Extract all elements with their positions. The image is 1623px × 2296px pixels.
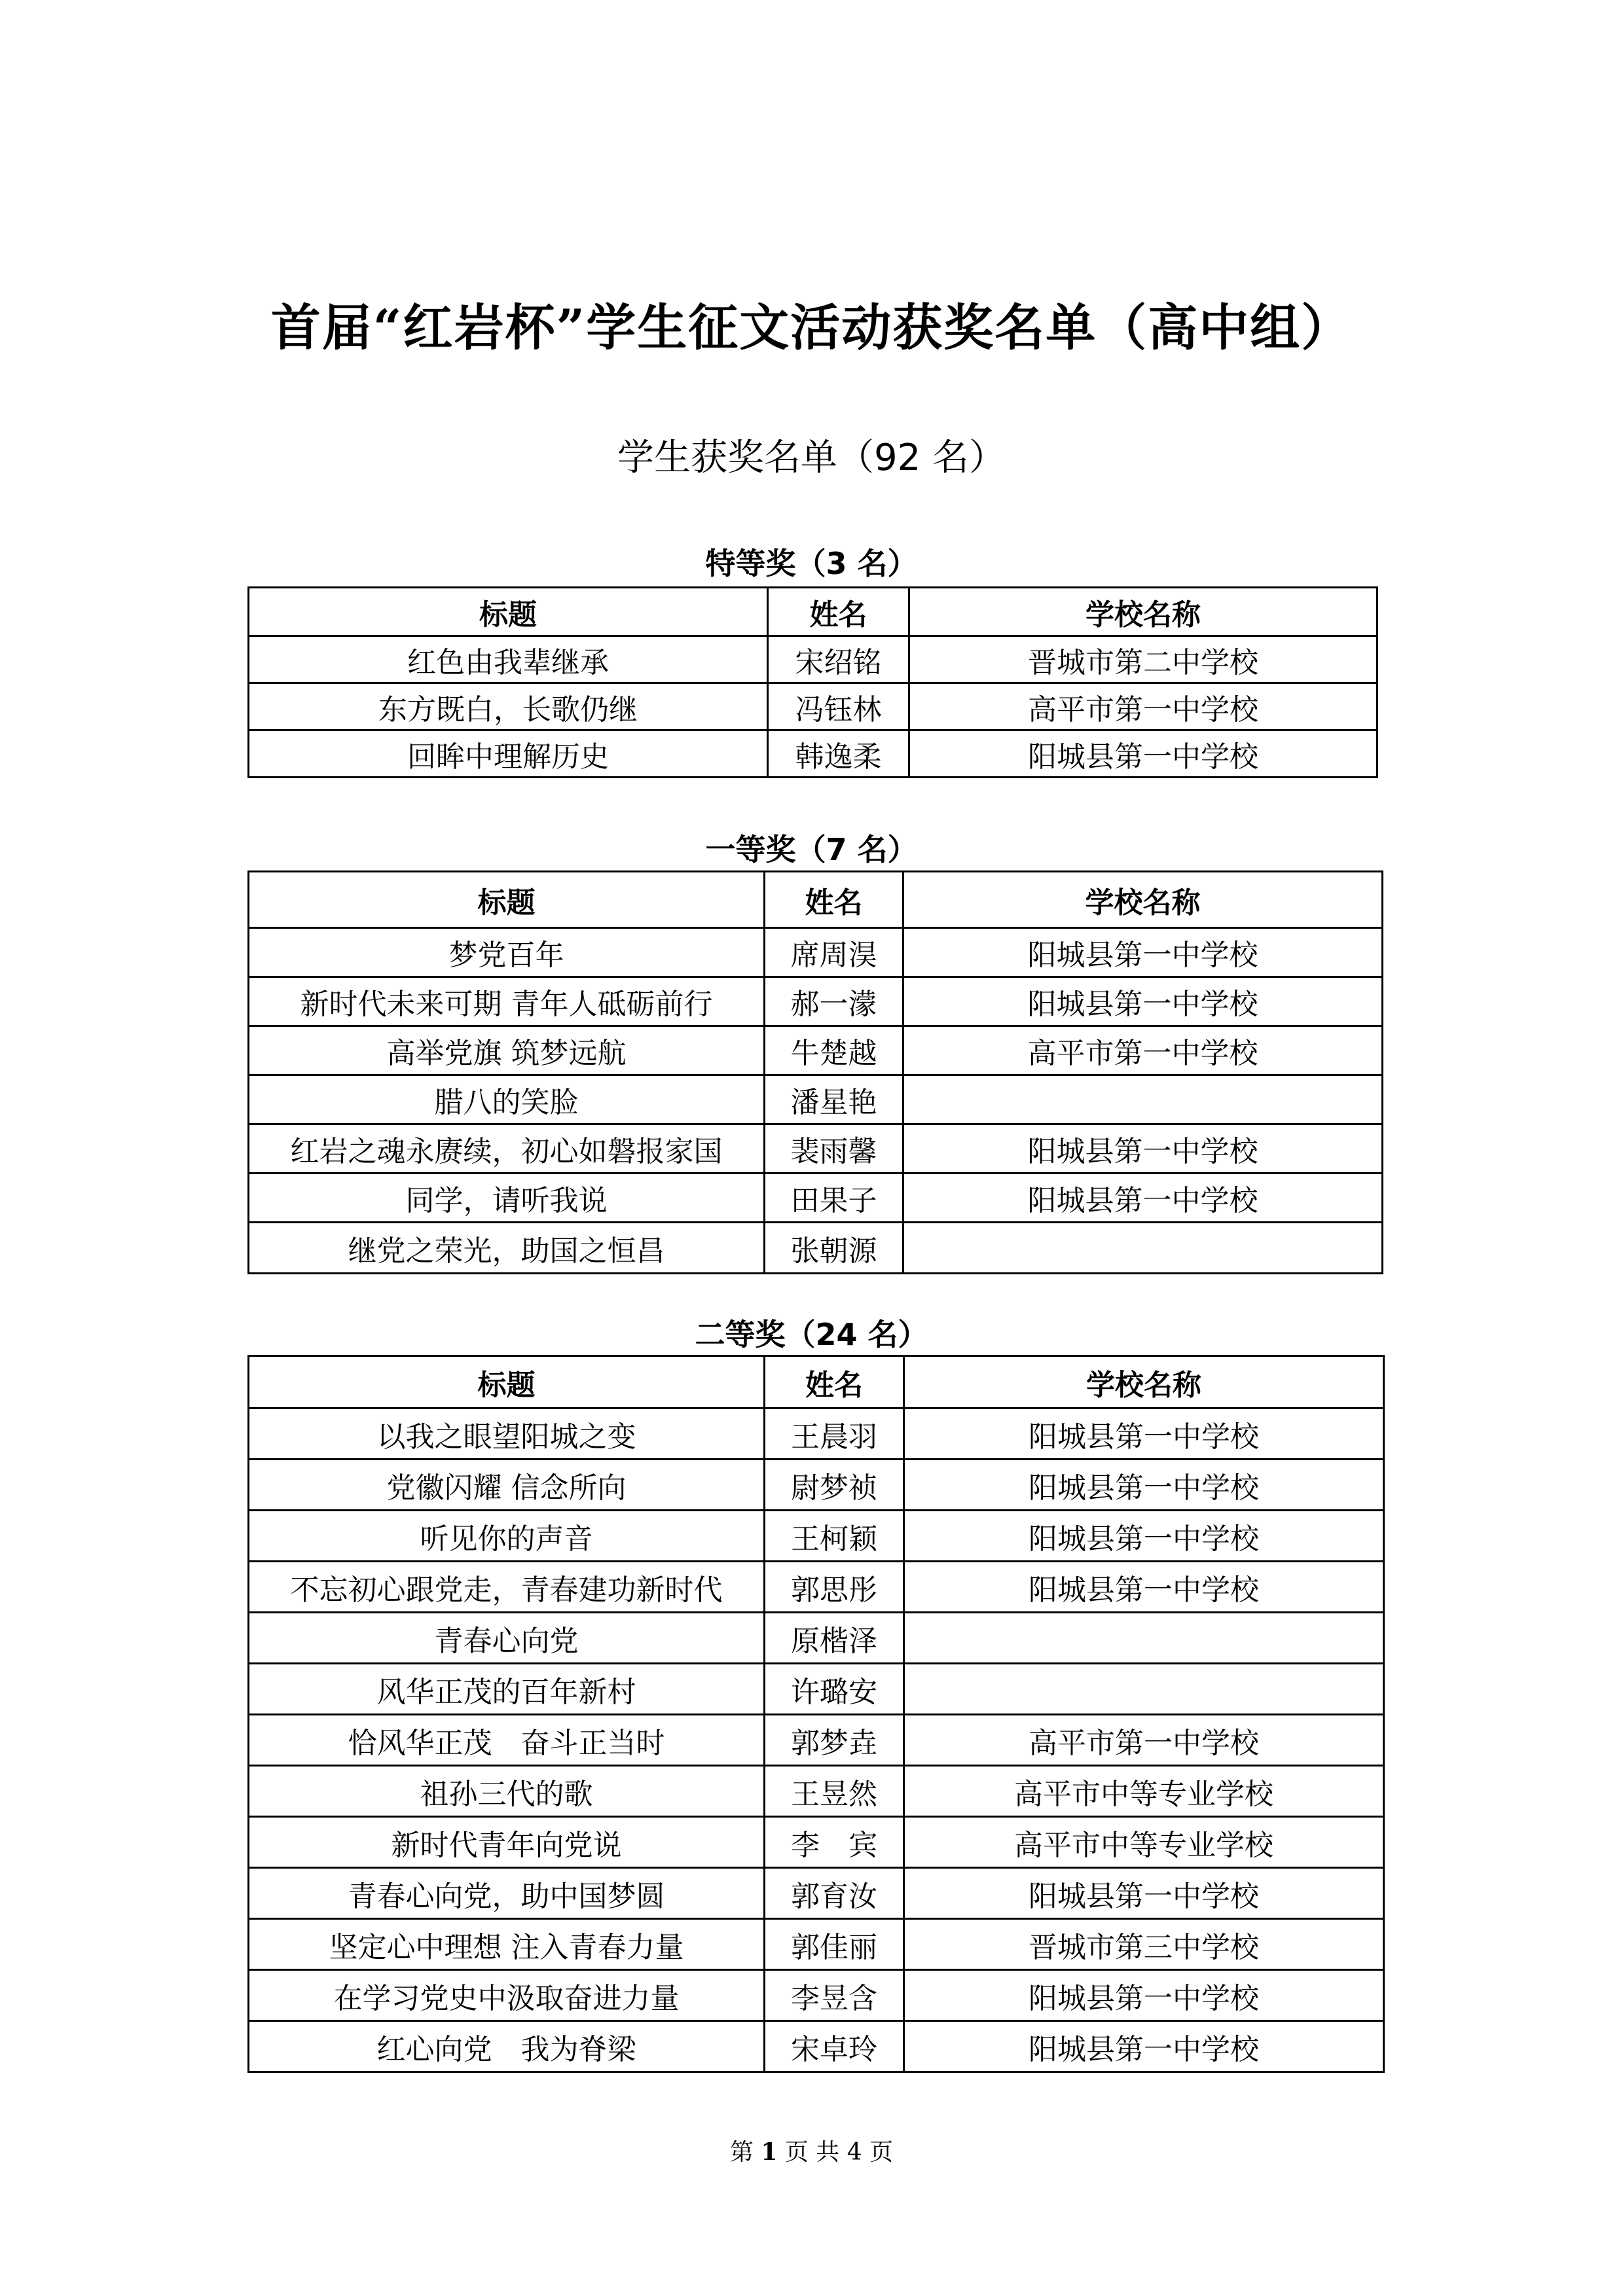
cell-school: 高平市第一中学校 [909,683,1377,730]
cell-name: 李 宾 [765,1817,904,1868]
header-name: 姓名 [768,588,909,636]
cell-title: 风华正茂的百年新村 [249,1664,765,1715]
cell-school: 阳城县第一中学校 [904,1408,1384,1460]
cell-name: 韩逸柔 [768,730,909,778]
page-subtitle: 学生获奖名单（92 名） [617,437,1006,479]
table-row [249,1460,1384,1511]
cell-name: 冯钰林 [768,683,909,730]
cell-title: 回眸中理解历史 [249,730,768,778]
table-row [249,1664,1384,1715]
table-row [249,1075,1383,1124]
cell-name: 张朝源 [765,1223,903,1274]
cell-school: 阳城县第一中学校 [904,1562,1384,1613]
cell-title: 同学，请听我说 [249,1174,765,1223]
footer-total-pages: 4 [847,2139,862,2166]
table-header-row [249,872,1383,928]
header-title: 标题 [249,872,765,928]
cell-school: 阳城县第一中学校 [904,2021,1384,2072]
table-row [249,1408,1384,1460]
header-title: 标题 [249,588,768,636]
cell-title: 党徽闪耀 信念所向 [249,1460,765,1511]
footer-pre: 第 [729,2139,754,2166]
cell-name: 宋卓玲 [765,2021,904,2072]
award-table-first [247,870,1383,1274]
cell-title: 红心向党 我为脊梁 [249,2021,765,2072]
section-heading-special: 特等奖（3 名） [705,546,918,581]
table-header-row [249,1356,1384,1408]
table-header-row [249,588,1377,636]
cell-school: 高平市中等专业学校 [904,1817,1384,1868]
header-name: 姓名 [765,872,903,928]
table-row [249,1715,1384,1766]
cell-title: 不忘初心跟党走，青春建功新时代 [249,1562,765,1613]
table-row [249,636,1377,683]
table-row [249,1223,1383,1274]
cell-name: 郭梦垚 [765,1715,904,1766]
cell-title: 腊八的笑脸 [249,1075,765,1124]
table-row [249,1613,1384,1664]
table-row [249,1026,1383,1075]
cell-title: 坚定心中理想 注入青春力量 [249,1919,765,1970]
header-school: 学校名称 [903,872,1383,928]
cell-school: 阳城县第一中学校 [909,730,1377,778]
table-row [249,1817,1384,1868]
cell-school: 晋城市第二中学校 [909,636,1377,683]
cell-name: 原楷泽 [765,1613,904,1664]
table-row [249,683,1377,730]
cell-name: 李昱含 [765,1970,904,2021]
cell-title: 继党之荣光，助国之恒昌 [249,1223,765,1274]
cell-title: 新时代未来可期 青年人砥砺前行 [249,977,765,1026]
cell-school: 阳城县第一中学校 [903,1124,1383,1174]
cell-school: 高平市第一中学校 [904,1715,1384,1766]
cell-name: 宋绍铭 [768,636,909,683]
table-row [249,1868,1384,1919]
cell-school: 阳城县第一中学校 [904,1460,1384,1511]
cell-name: 郝一濛 [765,977,903,1026]
cell-title: 听见你的声音 [249,1511,765,1562]
cell-name: 牛楚越 [765,1026,903,1075]
cell-name: 王柯颖 [765,1511,904,1562]
page-title: 首届“红岩杯”学生征文活动获奖名单（高中组） [270,298,1353,357]
cell-title: 红色由我辈继承 [249,636,768,683]
table-row [249,1124,1383,1174]
cell-school: 阳城县第一中学校 [903,928,1383,977]
cell-title: 青春心向党，助中国梦圆 [249,1868,765,1919]
cell-title: 东方既白，长歌仍继 [249,683,768,730]
footer-page-number: 1 [761,2138,778,2166]
cell-school [903,1223,1383,1274]
table-row [249,1766,1384,1817]
table-row [249,1970,1384,2021]
cell-school: 阳城县第一中学校 [903,977,1383,1026]
footer-post: 页 [869,2139,894,2166]
cell-title: 在学习党史中汲取奋进力量 [249,1970,765,2021]
award-table-second [247,1355,1385,2073]
cell-title: 恰风华正茂 奋斗正当时 [249,1715,765,1766]
cell-school: 阳城县第一中学校 [903,1174,1383,1223]
cell-title: 以我之眼望阳城之变 [249,1408,765,1460]
cell-school: 高平市第一中学校 [903,1026,1383,1075]
header-title: 标题 [249,1356,765,1408]
table-row [249,2021,1384,2072]
section-heading-second: 二等奖（24 名） [695,1317,928,1352]
cell-title: 高举党旗 筑梦远航 [249,1026,765,1075]
section-heading-first: 一等奖（7 名） [705,832,918,867]
cell-name: 田果子 [765,1174,903,1223]
cell-name: 许璐安 [765,1664,904,1715]
award-table-special [247,586,1378,778]
table-row [249,1562,1384,1613]
footer-mid: 页 共 [784,2139,840,2166]
cell-title: 新时代青年向党说 [249,1817,765,1868]
cell-title: 红岩之魂永赓续，初心如磐报家国 [249,1124,765,1174]
cell-school: 阳城县第一中学校 [904,1511,1384,1562]
cell-school [904,1664,1384,1715]
cell-name: 王晨羽 [765,1408,904,1460]
cell-school: 高平市中等专业学校 [904,1766,1384,1817]
cell-name: 郭思彤 [765,1562,904,1613]
table-row [249,977,1383,1026]
cell-school: 阳城县第一中学校 [904,1868,1384,1919]
cell-name: 王昱然 [765,1766,904,1817]
cell-title: 青春心向党 [249,1613,765,1664]
cell-school: 晋城市第三中学校 [904,1919,1384,1970]
header-school: 学校名称 [904,1356,1384,1408]
header-name: 姓名 [765,1356,904,1408]
page-footer [0,2134,1623,2167]
cell-name: 席周淏 [765,928,903,977]
cell-school [903,1075,1383,1124]
cell-school [904,1613,1384,1664]
table-row [249,1174,1383,1223]
table-row [249,730,1377,778]
header-school: 学校名称 [909,588,1377,636]
table-row [249,928,1383,977]
cell-title: 梦党百年 [249,928,765,977]
cell-name: 裴雨馨 [765,1124,903,1174]
cell-title: 祖孙三代的歌 [249,1766,765,1817]
table-row [249,1511,1384,1562]
cell-school: 阳城县第一中学校 [904,1970,1384,2021]
cell-name: 郭佳丽 [765,1919,904,1970]
cell-name: 潘星艳 [765,1075,903,1124]
table-row [249,1919,1384,1970]
cell-name: 郭育汝 [765,1868,904,1919]
cell-name: 尉梦祯 [765,1460,904,1511]
